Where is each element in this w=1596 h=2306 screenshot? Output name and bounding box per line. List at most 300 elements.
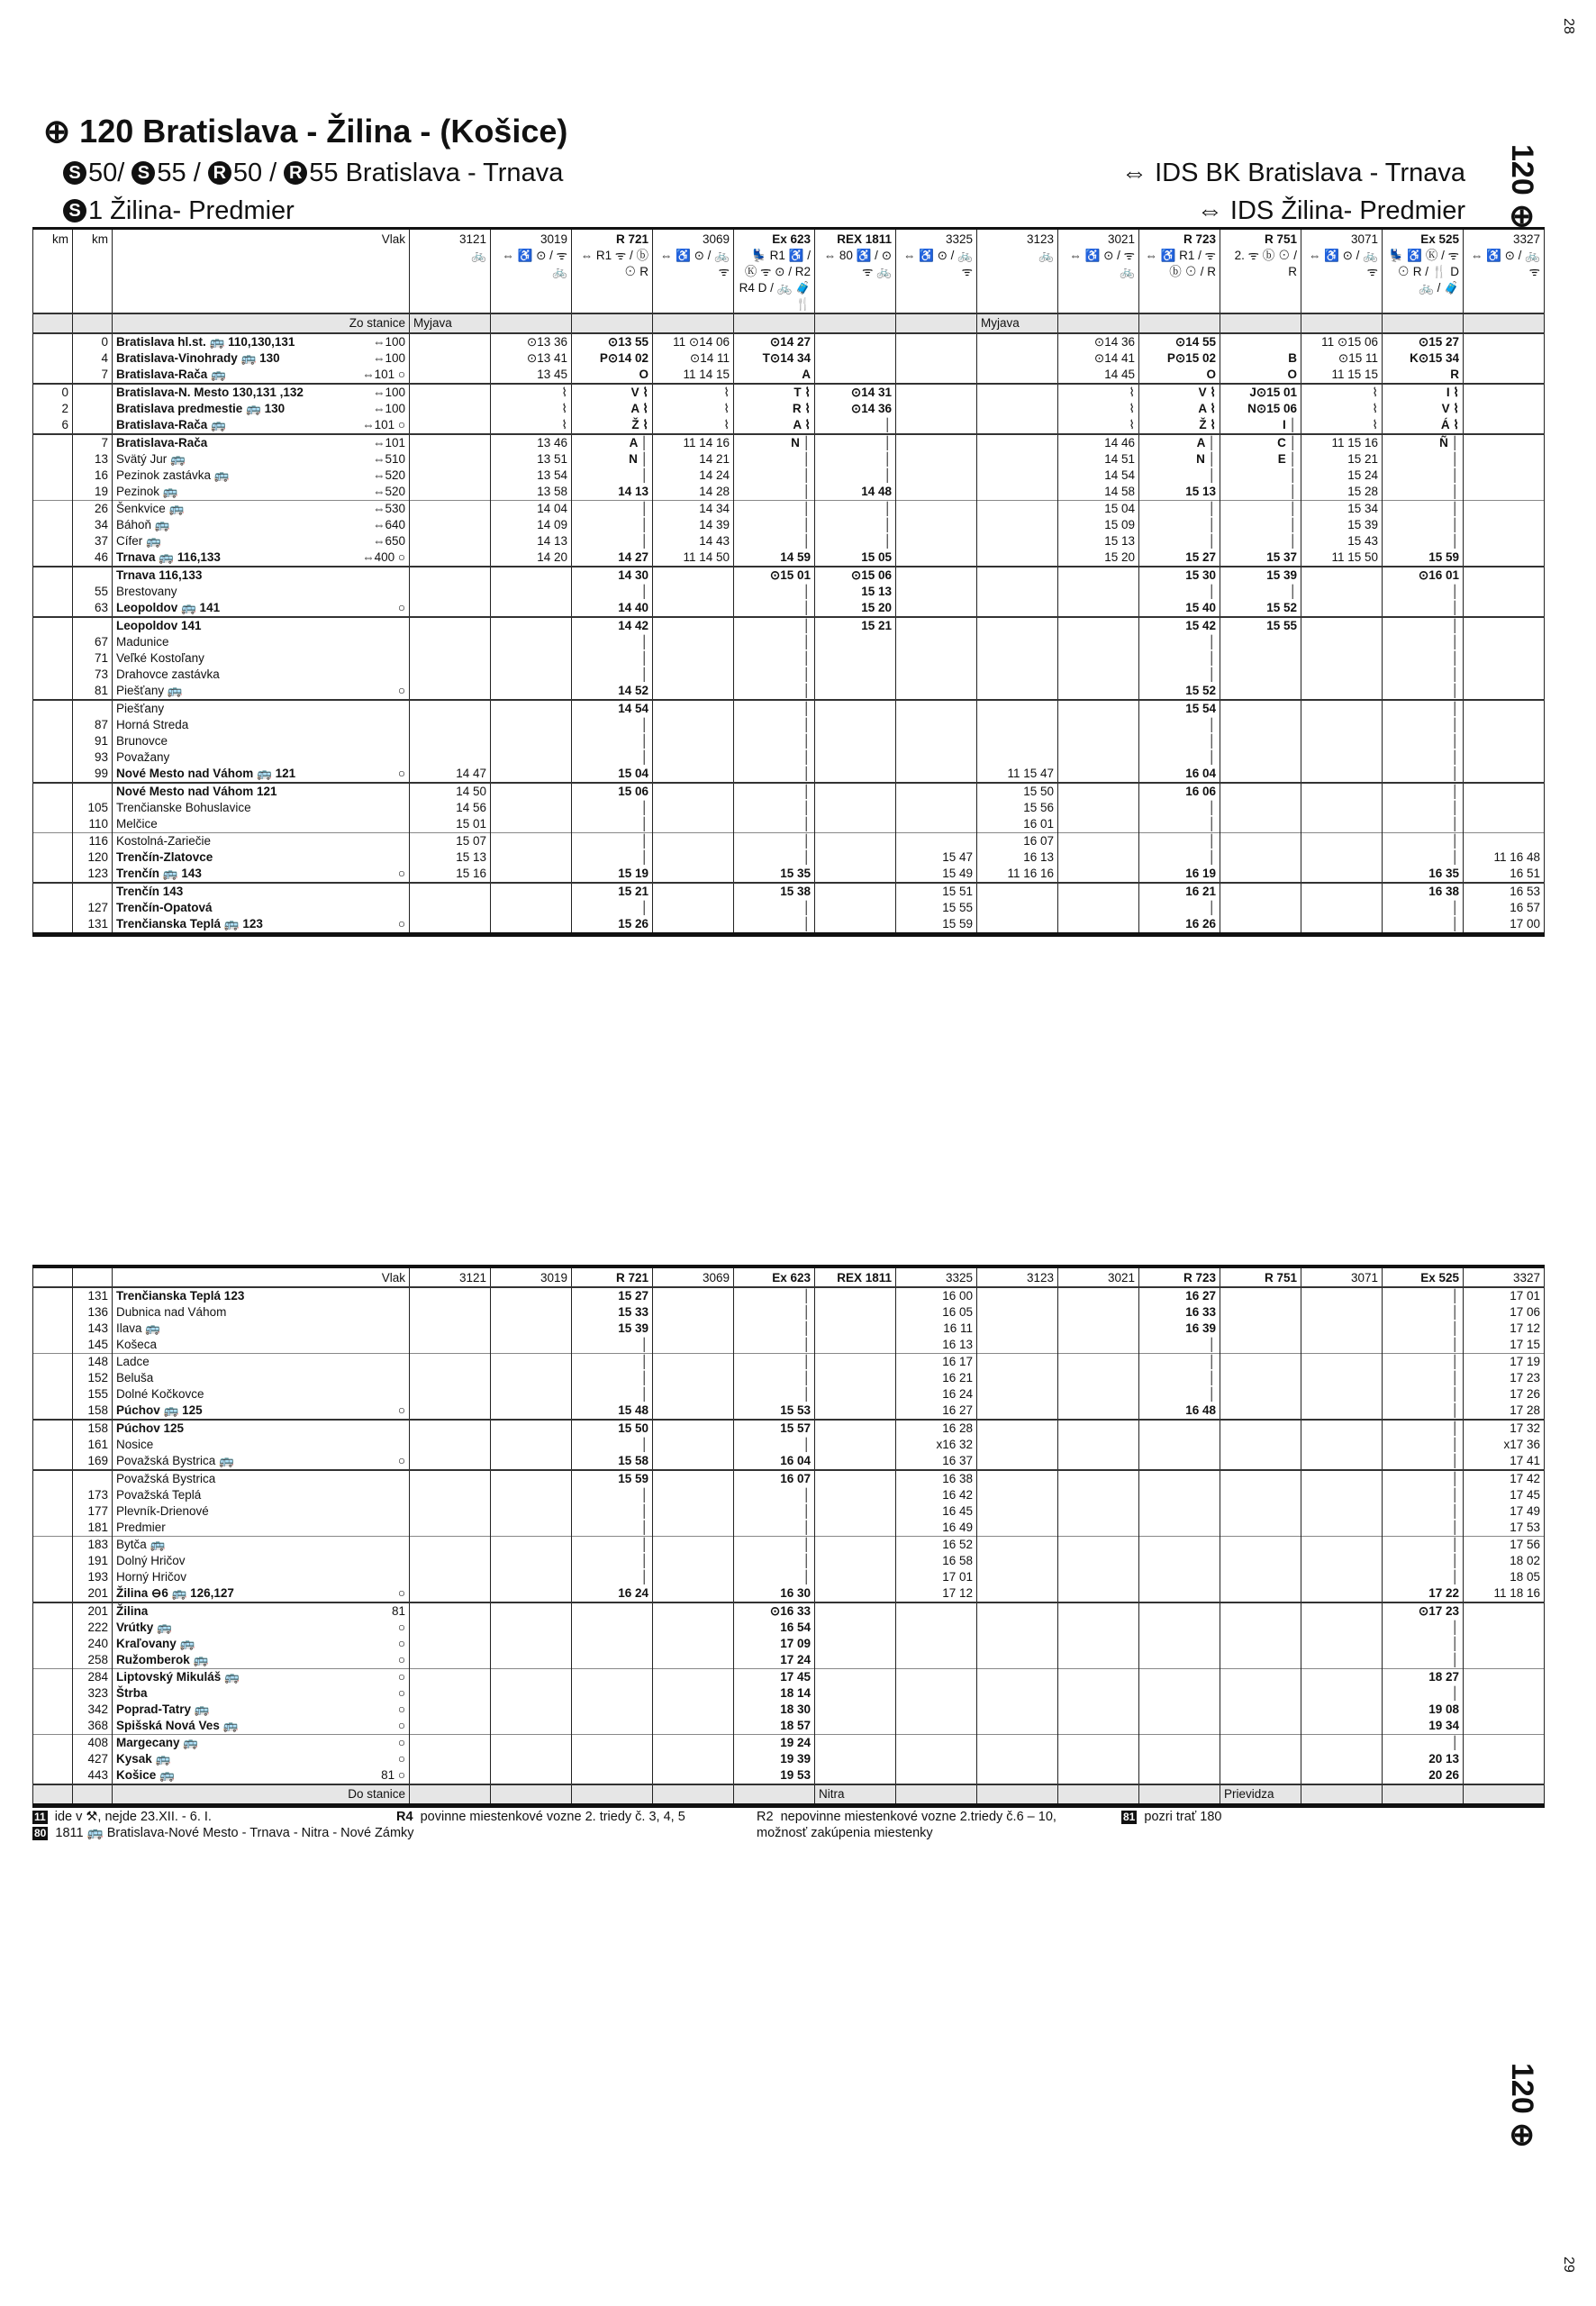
departure-time: ⌇ [1058, 417, 1139, 434]
departure-time [815, 1354, 896, 1371]
km-value-2: 67 [73, 634, 113, 650]
departure-time [653, 1520, 734, 1537]
departure-time [653, 1685, 734, 1702]
departure-time [896, 1652, 977, 1669]
departure-time [1464, 517, 1545, 533]
station-row [33, 584, 1545, 600]
departure-time: 11 14 16 [653, 434, 734, 451]
departure-time: 16 53 [1464, 883, 1545, 900]
station-name [113, 766, 410, 783]
km-value-2: 105 [73, 800, 113, 816]
departure-time [410, 584, 491, 600]
departure-time: 16 04 [1139, 766, 1220, 783]
train-header [1139, 1266, 1220, 1287]
km-value-2: 193 [73, 1569, 113, 1585]
ids-zone: ○ [397, 1702, 405, 1716]
departure-time [1301, 1620, 1383, 1636]
station-label: Piešťany [116, 702, 165, 715]
departure-time: 14 52 [572, 683, 653, 700]
departure-time: │ [1139, 849, 1220, 866]
train-number: R 721 [615, 1271, 648, 1285]
departure-time [491, 1569, 572, 1585]
station-row [33, 350, 1545, 367]
departure-time: V ⌇ [1383, 401, 1464, 417]
departure-time: 17 09 [734, 1636, 815, 1652]
shade-km2 [73, 313, 113, 333]
station-name [113, 1652, 410, 1669]
departure-time [815, 733, 896, 749]
departure-time [1301, 1304, 1383, 1321]
departure-time: │ [734, 916, 815, 935]
km-value-2: 443 [73, 1767, 113, 1784]
departure-time [1139, 1751, 1220, 1767]
departure-time: │ [1383, 800, 1464, 816]
departure-time [410, 1386, 491, 1403]
train-number: 3325 [945, 232, 973, 246]
departure-time [1058, 783, 1139, 800]
s-line-icon: S [131, 161, 155, 185]
station-label: Trenčianske Bohuslavice [116, 801, 251, 814]
station-row [33, 1735, 1545, 1752]
departure-time: ⌇ [491, 401, 572, 417]
departure-time [1464, 1718, 1545, 1735]
departure-time: │ [1383, 1620, 1464, 1636]
departure-time: 17 56 [1464, 1537, 1545, 1554]
station-label: Margecany 🚌 [116, 1736, 199, 1749]
departure-time [1464, 1636, 1545, 1652]
departure-time: ⊙14 36 [815, 401, 896, 417]
departure-time [1220, 1386, 1301, 1403]
km-value [33, 1321, 73, 1337]
departure-time [1058, 916, 1139, 935]
departure-time [410, 333, 491, 350]
departure-time: ⊙14 31 [815, 384, 896, 401]
departure-time [410, 1403, 491, 1420]
departure-time [1139, 1470, 1220, 1487]
train-service-icons: ⇔ ♿ R1 / ᯤ ⓑ ⊙ / R [1145, 249, 1216, 278]
departure-time: 11 14 15 [653, 367, 734, 384]
departure-time [653, 1420, 734, 1437]
station-label: Báhoň 🚌 [116, 518, 170, 531]
departure-time [977, 1767, 1058, 1784]
departure-time [896, 533, 977, 549]
station-label: Piešťany 🚌 [116, 684, 183, 697]
km-value [33, 1685, 73, 1702]
departure-time [1058, 1751, 1139, 1767]
departure-time [491, 634, 572, 650]
departure-time: 17 00 [1464, 916, 1545, 935]
km-header-2: km [73, 229, 113, 314]
departure-time [896, 650, 977, 667]
departure-time [815, 1702, 896, 1718]
departure-time [815, 634, 896, 650]
station-row [33, 800, 1545, 816]
departure-time: 15 09 [1058, 517, 1139, 533]
departure-time [1058, 1386, 1139, 1403]
train-number: 3021 [1107, 1271, 1135, 1285]
departure-time: 14 24 [653, 468, 734, 484]
departure-time [977, 1487, 1058, 1503]
departure-time: ⌇ [1058, 384, 1139, 401]
departure-time: 15 40 [1139, 600, 1220, 617]
km-value [33, 866, 73, 883]
departure-time [1220, 833, 1301, 850]
departure-time [977, 683, 1058, 700]
train-number: R 751 [1264, 232, 1297, 246]
departure-time: 16 24 [572, 1585, 653, 1602]
departure-time [572, 1702, 653, 1718]
departure-time [977, 916, 1058, 935]
departure-time: 16 24 [896, 1386, 977, 1403]
departure-time: │ [1139, 667, 1220, 683]
station-name [113, 617, 410, 634]
departure-time [977, 1751, 1058, 1767]
departure-time [1464, 800, 1545, 816]
departure-time [896, 634, 977, 650]
departure-time [410, 1751, 491, 1767]
km-value [33, 1735, 73, 1752]
departure-time [410, 517, 491, 533]
departure-time: 15 21 [572, 883, 653, 900]
km-value-2: 191 [73, 1553, 113, 1569]
departure-time: │ [734, 800, 815, 816]
departure-time [1464, 484, 1545, 501]
departure-time [1301, 1718, 1383, 1735]
station-name [113, 733, 410, 749]
departure-time [410, 1337, 491, 1354]
departure-time [1301, 1287, 1383, 1304]
station-label: Považská Bystrica [116, 1472, 216, 1485]
departure-time [815, 333, 896, 350]
station-name [113, 683, 410, 700]
departure-time [1058, 733, 1139, 749]
departure-time [491, 683, 572, 700]
departure-time [1301, 634, 1383, 650]
station-name [113, 1620, 410, 1636]
departure-time: │ [1383, 766, 1464, 783]
departure-time [815, 367, 896, 384]
departure-time [977, 350, 1058, 367]
departure-time [1058, 1652, 1139, 1669]
departure-time [410, 634, 491, 650]
train-header [491, 1266, 572, 1287]
departure-time: 17 45 [734, 1669, 815, 1686]
departure-time: A ⌇ [1139, 401, 1220, 417]
departure-time [977, 883, 1058, 900]
departure-time: 16 37 [896, 1453, 977, 1470]
departure-time [653, 733, 734, 749]
km-value-2: 127 [73, 900, 113, 916]
train-service-icons: ⇔ ♿ ⊙ / 🚲 ᯤ [1470, 249, 1540, 278]
departure-time: │ [572, 1520, 653, 1537]
departure-time: 16 39 [1139, 1321, 1220, 1337]
km-value [33, 1636, 73, 1652]
departure-time: 15 13 [815, 584, 896, 600]
station-label: Košice 🚌 [116, 1768, 175, 1782]
departure-time: │ [1383, 1735, 1464, 1752]
km-value [33, 1470, 73, 1487]
departure-time [653, 683, 734, 700]
departure-time [977, 1470, 1058, 1487]
departure-time: T⊙14 34 [734, 350, 815, 367]
km-value-2: 177 [73, 1503, 113, 1520]
departure-time [896, 567, 977, 584]
departure-time: 14 47 [410, 766, 491, 783]
departure-time [1464, 816, 1545, 833]
train-header [1383, 229, 1464, 314]
departure-time: V ⌇ [1139, 384, 1220, 401]
departure-time: │ [1383, 733, 1464, 749]
departure-time: x16 32 [896, 1437, 977, 1453]
departure-time [977, 1652, 1058, 1669]
departure-time: │ [572, 517, 653, 533]
departure-time: │ [1220, 584, 1301, 600]
train-to-station [734, 1784, 815, 1806]
departure-time: │ [734, 1386, 815, 1403]
departure-time [653, 1620, 734, 1636]
departure-time: 16 48 [1139, 1403, 1220, 1420]
departure-time: N │ [1139, 451, 1220, 468]
departure-time: │ [1139, 650, 1220, 667]
departure-time [1058, 1287, 1139, 1304]
departure-time [410, 1437, 491, 1453]
departure-time [977, 1585, 1058, 1602]
km-value [33, 1370, 73, 1386]
departure-time: 16 07 [977, 833, 1058, 850]
km-value [33, 367, 73, 384]
station-name [113, 367, 410, 384]
train-number: R 723 [1183, 1271, 1216, 1285]
departure-time: │ [1383, 1685, 1464, 1702]
departure-time [653, 1669, 734, 1686]
train-from-station [1220, 313, 1301, 333]
departure-time [572, 1636, 653, 1652]
departure-time [815, 1636, 896, 1652]
km-value-2: 0 [73, 333, 113, 350]
station-row [33, 766, 1545, 783]
km-value-2: 110 [73, 816, 113, 833]
departure-time [1220, 733, 1301, 749]
departure-time [410, 916, 491, 935]
station-label: Bratislava-Rača [116, 436, 208, 449]
departure-time: │ [815, 501, 896, 518]
departure-time: 19 24 [734, 1735, 815, 1752]
departure-time [1139, 1767, 1220, 1784]
station-row [33, 1569, 1545, 1585]
departure-time [1058, 700, 1139, 717]
train-header [1301, 229, 1383, 314]
departure-time [653, 916, 734, 935]
departure-time: 16 33 [1139, 1304, 1220, 1321]
departure-time [815, 783, 896, 800]
departure-time [977, 1420, 1058, 1437]
train-number: 3123 [1026, 1271, 1054, 1285]
train-number: R 721 [615, 232, 648, 246]
departure-time [1301, 1685, 1383, 1702]
departure-time: │ [1383, 533, 1464, 549]
departure-time [977, 1437, 1058, 1453]
km-value [33, 617, 73, 634]
departure-time: Ž ⌇ [1139, 417, 1220, 434]
departure-time [1220, 1602, 1301, 1620]
departure-time: │ [572, 1437, 653, 1453]
departure-time [1058, 866, 1139, 883]
departure-time [491, 883, 572, 900]
train-from-station [815, 313, 896, 333]
departure-time: 15 06 [572, 783, 653, 800]
train-from-station [653, 313, 734, 333]
departure-time: 19 39 [734, 1751, 815, 1767]
departure-time: 15 54 [1139, 700, 1220, 717]
km-value [33, 434, 73, 451]
departure-time: │ [572, 1354, 653, 1371]
departure-time: ⊙17 23 [1383, 1602, 1464, 1620]
station-row [33, 1636, 1545, 1652]
departure-time: 14 20 [491, 549, 572, 567]
km-value-2: 71 [73, 650, 113, 667]
departure-time: 14 54 [1058, 468, 1139, 484]
departure-time [1301, 1370, 1383, 1386]
departure-time: 11 16 16 [977, 866, 1058, 883]
ids-zone: ○ [397, 867, 405, 880]
departure-time [410, 900, 491, 916]
departure-time: 16 27 [896, 1403, 977, 1420]
departure-time [491, 1420, 572, 1437]
station-label: Veľké Kostoľany [116, 651, 204, 665]
departure-time: 15 49 [896, 866, 977, 883]
departure-time: │ [734, 816, 815, 833]
departure-time: │ [815, 533, 896, 549]
station-name [113, 816, 410, 833]
ids-zone: ○ [397, 767, 405, 780]
train-service-icons: ⇔ ♿ ⊙ / 🚲 ᯤ [659, 249, 730, 278]
departure-time [653, 1287, 734, 1304]
departure-time [1301, 1321, 1383, 1337]
departure-time [1220, 866, 1301, 883]
departure-time: │ [1383, 468, 1464, 484]
km-value-2 [73, 401, 113, 417]
departure-time [653, 816, 734, 833]
station-row [33, 1702, 1545, 1718]
station-name [113, 1370, 410, 1386]
departure-time: 18 14 [734, 1685, 815, 1702]
departure-time: │ [1383, 1420, 1464, 1437]
departure-time: 14 39 [653, 517, 734, 533]
departure-time: │ [572, 1487, 653, 1503]
departure-time [653, 849, 734, 866]
departure-time: 16 07 [734, 1470, 815, 1487]
departure-time [1058, 766, 1139, 783]
departure-time: 11 16 48 [1464, 849, 1545, 866]
km-header [33, 1266, 73, 1287]
km-value-2: 152 [73, 1370, 113, 1386]
train-to-station: Nitra [815, 1784, 896, 1806]
station-row [33, 1354, 1545, 1371]
legend-note-r4: R4 povinne miestenkové vozne 2. triedy č. 3, 4, 5 [396, 1810, 685, 1824]
departure-time: │ [1383, 1652, 1464, 1669]
departure-time [1464, 1652, 1545, 1669]
departure-time: 16 13 [977, 849, 1058, 866]
departure-time [1220, 849, 1301, 866]
departure-time: │ [1383, 1553, 1464, 1569]
departure-time [491, 1337, 572, 1354]
departure-time: 16 52 [896, 1537, 977, 1554]
departure-time [1464, 567, 1545, 584]
departure-time [491, 1602, 572, 1620]
station-label: Brestovany [116, 585, 177, 598]
departure-time: 17 23 [1464, 1370, 1545, 1386]
departure-time [1301, 1751, 1383, 1767]
departure-time [1464, 766, 1545, 783]
km-value [33, 1537, 73, 1554]
departure-time: 16 51 [1464, 866, 1545, 883]
departure-time [1464, 1702, 1545, 1718]
departure-time: │ [1383, 1636, 1464, 1652]
departure-time [977, 1370, 1058, 1386]
departure-time [977, 1386, 1058, 1403]
note-mark: 11 [34, 1811, 46, 1823]
departure-time [1220, 749, 1301, 766]
departure-time [410, 417, 491, 434]
train-from-station: Myjava [410, 313, 491, 333]
departure-time [653, 1487, 734, 1503]
departure-time [977, 1537, 1058, 1554]
train-from-station: Myjava [977, 313, 1058, 333]
note-mark: 80 [34, 1827, 47, 1839]
departure-time [896, 333, 977, 350]
departure-time [1464, 1669, 1545, 1686]
train-from-station [896, 313, 977, 333]
departure-time [653, 1370, 734, 1386]
train-number: Ex 623 [772, 1271, 811, 1285]
km-value-2: 155 [73, 1386, 113, 1403]
departure-time [1058, 1487, 1139, 1503]
ids-zone: ⇔530 [372, 502, 405, 515]
departure-time [977, 733, 1058, 749]
departure-time [1058, 1354, 1139, 1371]
departure-time: ⊙14 55 [1139, 333, 1220, 350]
departure-time [1139, 1487, 1220, 1503]
departure-time: 16 57 [1464, 900, 1545, 916]
departure-time [1139, 1636, 1220, 1652]
departure-time: N⊙15 06 [1220, 401, 1301, 417]
station-name [113, 866, 410, 883]
departure-time: ⊙15 27 [1383, 333, 1464, 350]
departure-time [1464, 533, 1545, 549]
station-name [113, 1503, 410, 1520]
departure-time [896, 1751, 977, 1767]
station-row [33, 1537, 1545, 1554]
departure-time: │ [734, 783, 815, 800]
train-number: Ex 623 [772, 232, 811, 246]
departure-time [1139, 1702, 1220, 1718]
departure-time [1058, 1767, 1139, 1784]
departure-time [896, 1767, 977, 1784]
station-row [33, 517, 1545, 533]
departure-time: 15 55 [1220, 617, 1301, 634]
departure-time [1220, 816, 1301, 833]
train-service-icons: 🚲 [471, 249, 486, 262]
station-row [33, 1420, 1545, 1437]
departure-time [977, 1602, 1058, 1620]
departure-time: │ [572, 833, 653, 850]
departure-time [1464, 1620, 1545, 1636]
station-label: Brunovce [116, 734, 168, 748]
ids-zone: ⇔101 [372, 436, 405, 449]
km-value-2 [73, 567, 113, 584]
departure-time: │ [734, 1304, 815, 1321]
departure-time: P⊙14 02 [572, 350, 653, 367]
